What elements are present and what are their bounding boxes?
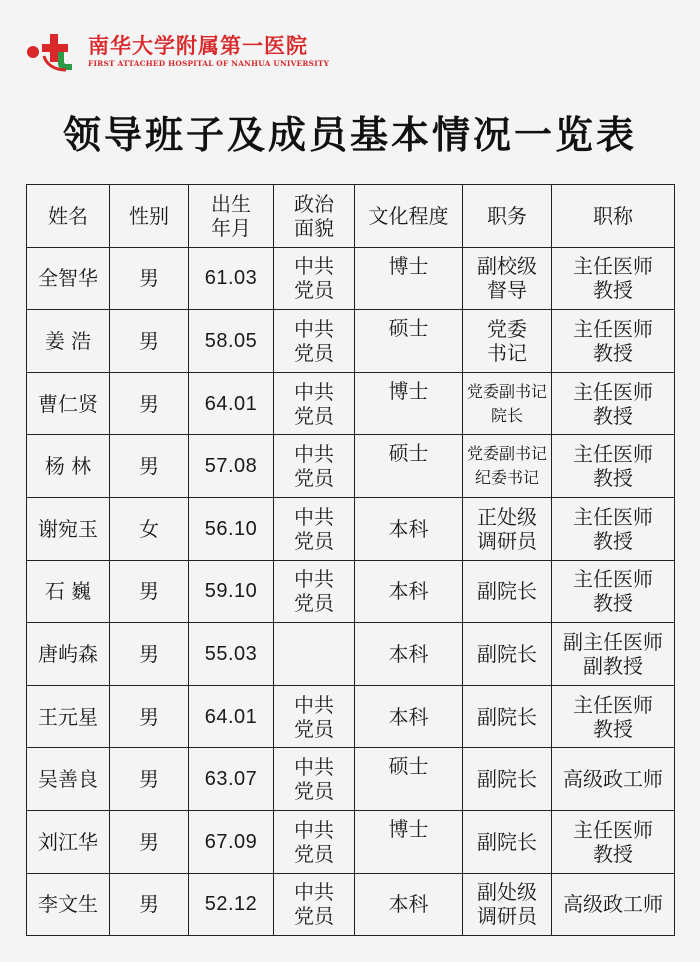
cell-political-status: 中共 党员 xyxy=(274,310,355,373)
cell-political-status: 中共 党员 xyxy=(274,247,355,310)
column-header-position: 职务 xyxy=(463,185,552,248)
cell-political-status xyxy=(274,623,355,686)
cell-gender: 男 xyxy=(110,435,189,498)
cell-professional-title: 主任医师 教授 xyxy=(552,435,675,498)
cell-birth: 56.10 xyxy=(189,497,274,560)
cell-gender: 女 xyxy=(110,497,189,560)
leadership-table xyxy=(26,184,675,936)
cell-professional-title: 主任医师 教授 xyxy=(552,497,675,560)
cell-name: 姜 浩 xyxy=(27,310,110,373)
cell-birth: 63.07 xyxy=(189,748,274,811)
cell-gender: 男 xyxy=(110,810,189,873)
cell-gender: 男 xyxy=(110,873,189,936)
cell-name: 吴善良 xyxy=(27,748,110,811)
cell-birth: 64.01 xyxy=(189,685,274,748)
table-row xyxy=(27,435,675,498)
cell-education: 硕士 xyxy=(355,310,463,373)
cell-professional-title: 主任医师 教授 xyxy=(552,310,675,373)
cell-name: 曹仁贤 xyxy=(27,372,110,435)
table-row xyxy=(27,497,675,560)
cell-professional-title: 高级政工师 xyxy=(552,748,675,811)
hospital-header xyxy=(22,26,342,76)
cell-education: 本科 xyxy=(355,497,463,560)
cell-professional-title: 主任医师 教授 xyxy=(552,247,675,310)
table-row xyxy=(27,810,675,873)
cell-political-status: 中共 党员 xyxy=(274,372,355,435)
column-header-gender: 性别 xyxy=(110,185,189,248)
cell-name: 王元星 xyxy=(27,685,110,748)
page-title: 领导班子及成员基本情况一览表 xyxy=(62,113,637,157)
cell-position: 党委副书记 纪委书记 xyxy=(463,435,552,498)
cell-birth: 59.10 xyxy=(189,560,274,623)
cell-education: 博士 xyxy=(355,372,463,435)
cell-position: 党委副书记 院长 xyxy=(463,372,552,435)
cell-name: 石 巍 xyxy=(27,560,110,623)
table-row xyxy=(27,372,675,435)
cell-professional-title: 主任医师 教授 xyxy=(552,560,675,623)
table-row xyxy=(27,247,675,310)
table-row xyxy=(27,685,675,748)
hospital-cross-logo-icon xyxy=(26,30,78,74)
cell-gender: 男 xyxy=(110,623,189,686)
cell-professional-title: 高级政工师 xyxy=(552,873,675,936)
cell-education: 本科 xyxy=(355,873,463,936)
table-row xyxy=(27,560,675,623)
cell-gender: 男 xyxy=(110,748,189,811)
column-header-name: 姓名 xyxy=(27,185,110,248)
cell-position: 副院长 xyxy=(463,623,552,686)
cell-position: 副校级 督导 xyxy=(463,247,552,310)
cell-political-status: 中共 党员 xyxy=(274,560,355,623)
cell-education: 博士 xyxy=(355,810,463,873)
cell-name: 李文生 xyxy=(27,873,110,936)
cell-position: 副院长 xyxy=(463,748,552,811)
cell-gender: 男 xyxy=(110,372,189,435)
cell-gender: 男 xyxy=(110,310,189,373)
cell-name: 谢宛玉 xyxy=(27,497,110,560)
hospital-name-en: FIRST ATTACHED HOSPITAL OF NANHUA UNIVERSITY xyxy=(88,59,330,68)
cell-education: 硕士 xyxy=(355,435,463,498)
cell-professional-title: 主任医师 教授 xyxy=(552,372,675,435)
cell-education: 本科 xyxy=(355,623,463,686)
cell-position: 副处级 调研员 xyxy=(463,873,552,936)
cell-birth: 55.03 xyxy=(189,623,274,686)
column-header-education: 文化程度 xyxy=(355,185,463,248)
cell-education: 硕士 xyxy=(355,748,463,811)
table-row xyxy=(27,310,675,373)
cell-name: 刘江华 xyxy=(27,810,110,873)
cell-birth: 57.08 xyxy=(189,435,274,498)
cell-birth: 67.09 xyxy=(189,810,274,873)
cell-name: 唐屿森 xyxy=(27,623,110,686)
cell-birth: 52.12 xyxy=(189,873,274,936)
column-header-birth: 出生 年月 xyxy=(189,185,274,248)
cell-position: 副院长 xyxy=(463,560,552,623)
column-header-professional-title: 职称 xyxy=(552,185,675,248)
cell-name: 全智华 xyxy=(27,247,110,310)
cell-birth: 61.03 xyxy=(189,247,274,310)
cell-political-status: 中共 党员 xyxy=(274,435,355,498)
cell-position: 副院长 xyxy=(463,685,552,748)
cell-birth: 58.05 xyxy=(189,310,274,373)
table-row xyxy=(27,873,675,936)
cell-political-status: 中共 党员 xyxy=(274,810,355,873)
cell-political-status: 中共 党员 xyxy=(274,748,355,811)
cell-gender: 男 xyxy=(110,685,189,748)
cell-gender: 男 xyxy=(110,247,189,310)
cell-gender: 男 xyxy=(110,560,189,623)
cell-position: 正处级 调研员 xyxy=(463,497,552,560)
cell-professional-title: 主任医师 教授 xyxy=(552,685,675,748)
cell-political-status: 中共 党员 xyxy=(274,873,355,936)
cell-position: 副院长 xyxy=(463,810,552,873)
cell-political-status: 中共 党员 xyxy=(274,685,355,748)
cell-education: 本科 xyxy=(355,560,463,623)
cell-education: 博士 xyxy=(355,247,463,310)
cell-professional-title: 副主任医师 副教授 xyxy=(552,623,675,686)
cell-name: 杨 林 xyxy=(27,435,110,498)
cell-political-status: 中共 党员 xyxy=(274,497,355,560)
cell-education: 本科 xyxy=(355,685,463,748)
hospital-name-cn: 南华大学附属第一医院 xyxy=(88,34,308,58)
table-header-row xyxy=(27,185,675,248)
table-row xyxy=(27,623,675,686)
cell-birth: 64.01 xyxy=(189,372,274,435)
cell-position: 党委 书记 xyxy=(463,310,552,373)
table-row xyxy=(27,748,675,811)
cell-professional-title: 主任医师 教授 xyxy=(552,810,675,873)
column-header-political-status: 政治 面貌 xyxy=(274,185,355,248)
